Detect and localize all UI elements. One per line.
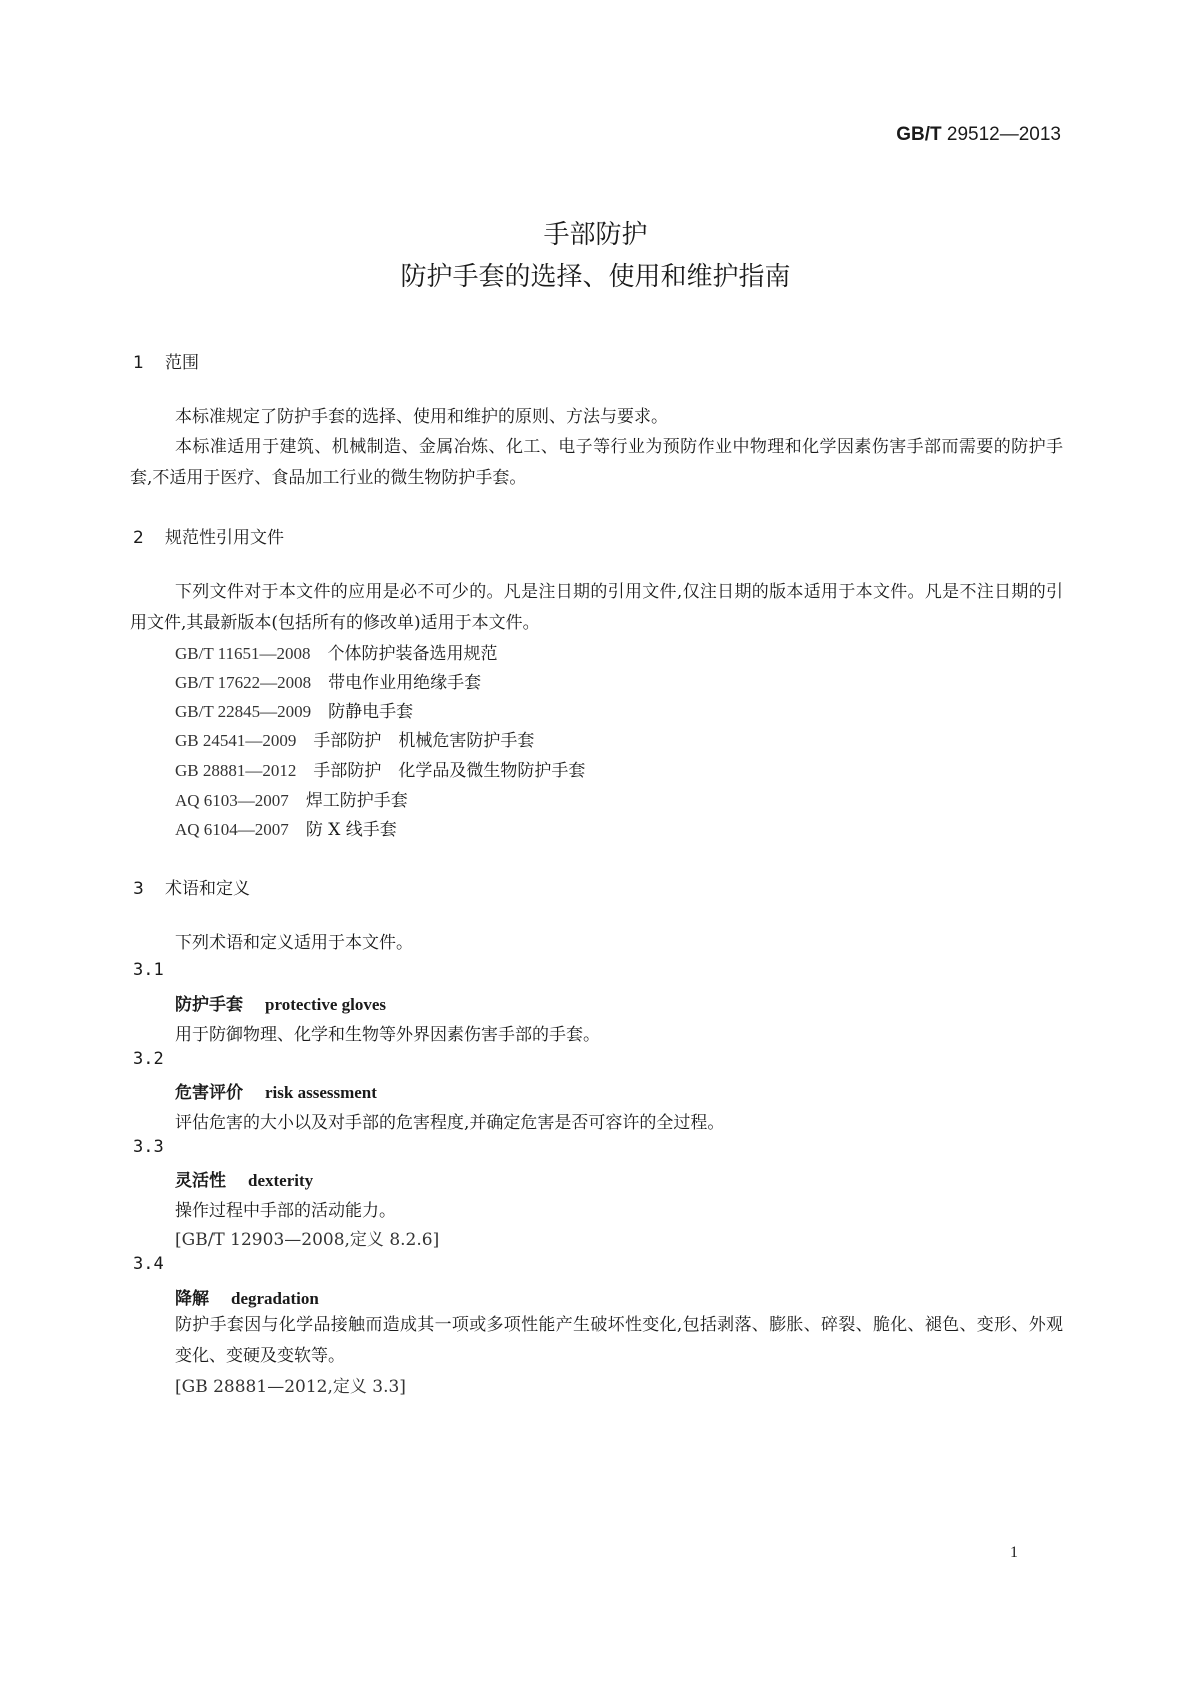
section-title: 术语和定义: [165, 879, 250, 899]
reference-item: [175, 726, 534, 751]
term-entry: [175, 990, 386, 1015]
term-number: 3.4: [133, 1254, 164, 1274]
reference-title: 手部防护 化学品及微生物防护手套: [313, 761, 586, 781]
reference-item: [175, 668, 481, 693]
term-definition: 评估危害的大小以及对手部的危害程度,并确定危害是否可容许的全过程。: [175, 1113, 725, 1133]
section-heading-2: [133, 523, 284, 548]
reference-item: [175, 697, 413, 722]
term-entry: [175, 1078, 377, 1103]
reference-title: 防 X 线手套: [305, 820, 397, 840]
term-entry: [175, 1166, 313, 1191]
reference-code: AQ 6103—2007: [175, 791, 289, 810]
document-title-line1: 手部防护: [543, 220, 648, 250]
term-english: degradation: [231, 1289, 319, 1308]
term-english: dexterity: [248, 1171, 314, 1190]
section-number: 2: [133, 528, 144, 548]
term-number: 3.1: [133, 960, 164, 980]
section-heading-1: [133, 348, 199, 373]
term-chinese: 危害评价: [175, 1083, 243, 1103]
section-heading-3: [133, 874, 250, 899]
term-source: [GB 28881—2012,定义 3.3]: [175, 1377, 406, 1397]
reference-code: GB/T 17622—2008: [175, 673, 312, 692]
term-chinese: 防护手套: [175, 995, 243, 1015]
term-english: risk assessment: [265, 1083, 377, 1102]
term-entry: [175, 1284, 319, 1309]
page-number: 1: [1010, 1544, 1018, 1561]
reference-code: AQ 6104—2007: [175, 820, 289, 839]
term-chinese: 降解: [175, 1289, 209, 1309]
reference-title: 带电作业用绝缘手套: [328, 673, 482, 693]
term-number: 3.2: [133, 1049, 164, 1069]
paragraph: 下列术语和定义适用于本文件。: [175, 933, 413, 953]
reference-code: GB 24541—2009: [175, 731, 297, 750]
paragraph: 本标准规定了防护手套的选择、使用和维护的原则、方法与要求。: [175, 407, 668, 427]
term-definition: 用于防御物理、化学和生物等外界因素伤害手部的手套。: [175, 1025, 600, 1045]
reference-code: GB 28881—2012: [175, 761, 297, 780]
reference-title: 焊工防护手套: [305, 791, 408, 811]
reference-title: 手部防护 机械危害防护手套: [313, 731, 535, 751]
term-source: [GB/T 12903—2008,定义 8.2.6]: [175, 1230, 440, 1250]
term-definition: 操作过程中手部的活动能力。: [175, 1201, 396, 1221]
standard-number: 29512—2013: [946, 124, 1061, 145]
reference-title: 防静电手套: [328, 702, 414, 722]
term-number: 3.3: [133, 1137, 164, 1157]
paragraph: 下列文件对于本文件的应用是必不可少的。凡是注日期的引用文件,仅注日期的版本适用于本文件。凡是不注日期的引用文件,其最新版本(包括所有的修改单)适用于本文件。: [130, 582, 1063, 633]
reference-title: 个体防护装备选用规范: [327, 644, 498, 664]
document-title-line2: 防护手套的选择、使用和维护指南: [400, 262, 791, 292]
standard-code: GB/T: [896, 124, 942, 145]
reference-item: [175, 756, 585, 781]
term-chinese: 灵活性: [175, 1171, 226, 1191]
reference-code: GB/T 11651—2008: [175, 644, 311, 663]
section-number: 3: [133, 879, 144, 899]
standard-number-header: [823, 124, 1061, 146]
term-english: protective gloves: [265, 995, 387, 1014]
reference-item: [175, 786, 408, 811]
reference-item: [175, 815, 397, 840]
paragraph: 本标准适用于建筑、机械制造、金属冶炼、化工、电子等行业为预防作业中物理和化学因素伤害手部而需要的防护手套,不适用于医疗、食品加工行业的微生物防护手套。: [130, 437, 1063, 488]
section-title: 范围: [165, 353, 199, 373]
reference-code: GB/T 22845—2009: [175, 702, 312, 721]
section-title: 规范性引用文件: [165, 528, 284, 548]
reference-item: [175, 639, 498, 664]
section-number: 1: [133, 353, 144, 373]
term-definition: 防护手套因与化学品接触而造成其一项或多项性能产生破坏性变化,包括剥落、膨胀、碎裂、脆化、褪色、变形、外观变化、变硬及变软等。: [175, 1315, 1063, 1366]
